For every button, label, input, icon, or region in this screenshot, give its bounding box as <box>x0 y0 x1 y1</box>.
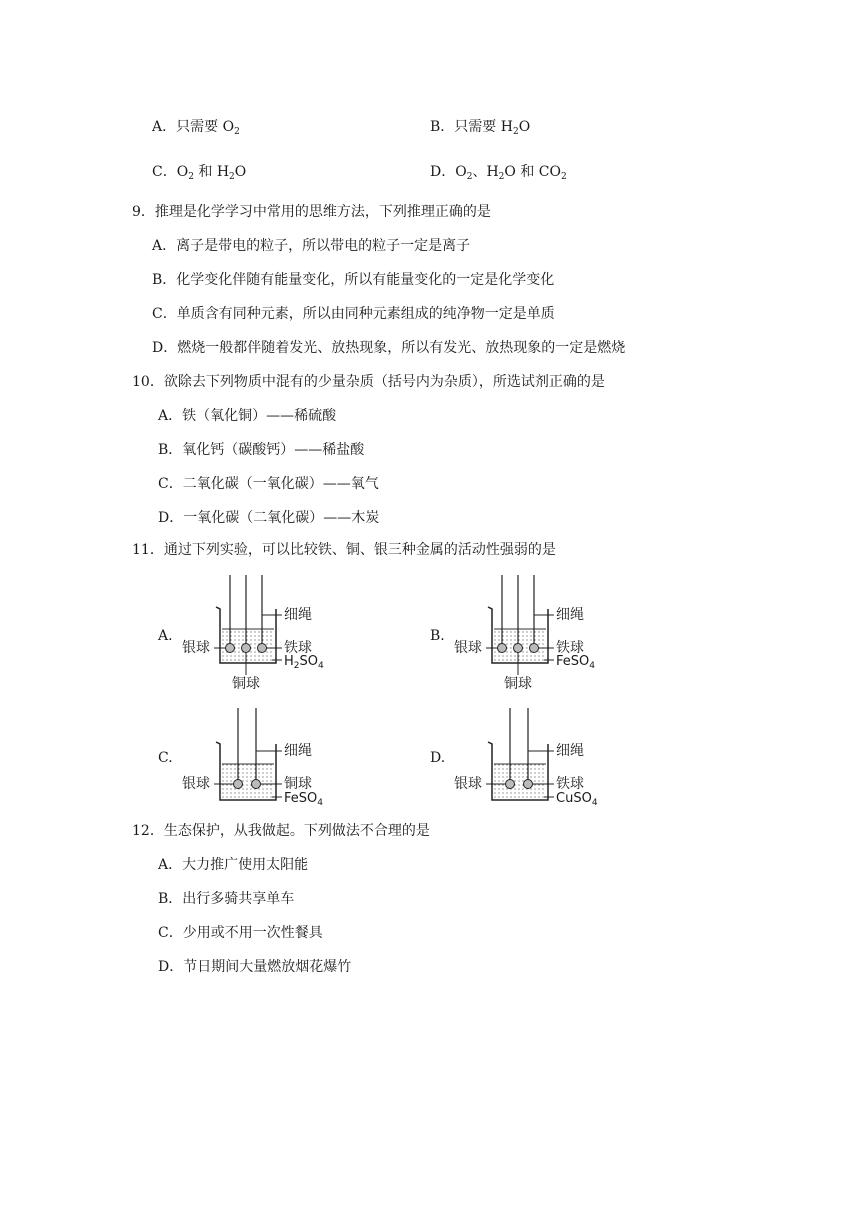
rope-label-b: 细绳 <box>556 607 584 623</box>
figure-a-option-label: A. <box>158 628 173 644</box>
rope-label-d: 细绳 <box>556 743 584 759</box>
q11-figure-d <box>430 708 630 812</box>
q10-option-d: D．一氧化碳（二氧化碳）——木炭 <box>158 510 380 526</box>
q11-figure-c <box>158 708 358 812</box>
q9-stem: 9．推理是化学学习中常用的思维方法，下列推理正确的是 <box>132 204 491 220</box>
silver-ball-label-b: 银球 <box>454 640 482 656</box>
q8-option-b-text: 只需要 H <box>454 119 513 135</box>
silver-ball-label-d: 银球 <box>454 776 482 792</box>
copper-ball-label-b: 铜球 <box>504 676 532 692</box>
solution-d-pre: CuSO <box>556 791 592 806</box>
solution-a-sub1: 2 <box>293 661 300 671</box>
q8-option-a <box>152 118 240 136</box>
solution-a-sub2: 4 <box>318 661 324 671</box>
q12-option-a: A．大力推广使用太阳能 <box>158 857 309 873</box>
q9-option-a: A．离子是带电的粒子，所以带电的粒子一定是离子 <box>152 238 471 254</box>
q8-option-d-p3: O 和 CO <box>504 164 561 180</box>
q10-option-a: A．铁（氧化铜）——稀硫酸 <box>158 408 337 424</box>
silver-ball-label-a: 银球 <box>182 640 210 656</box>
q8-option-b-label: B． <box>430 119 455 135</box>
iron-ball-label-a: 铁球 <box>284 640 312 656</box>
iron-ball-label-d: 铁球 <box>556 776 584 792</box>
solution-b-pre: FeSO <box>556 654 590 669</box>
q9-option-c: C．单质含有同种元素，所以由同种元素组成的纯净物一定是单质 <box>152 306 555 322</box>
copper-ball-label-a: 铜球 <box>232 676 260 692</box>
q11-figure-a <box>158 575 358 695</box>
q8-option-d-label: D． <box>430 164 456 180</box>
q8-option-d-s2: 2 <box>498 172 505 182</box>
q8-option-c-p3: O <box>234 164 247 180</box>
solution-a-pre: H <box>284 654 294 669</box>
q9-option-d: D．燃烧一般都伴随着发光、放热现象，所以有发光、放热现象的一定是燃烧 <box>152 340 626 356</box>
solution-label-a <box>284 653 324 671</box>
q8-option-c-p2: 和 H <box>193 164 230 180</box>
solution-label-c <box>284 790 323 808</box>
silver-ball-label-c: 银球 <box>182 776 210 792</box>
q8-option-a-sub: 2 <box>234 127 240 137</box>
q10-option-b: B．氧化钙（碳酸钙）——稀盐酸 <box>158 442 365 458</box>
q11-figure-b <box>430 575 630 695</box>
iron-ball-label-b: 铁球 <box>556 640 584 656</box>
beaker-two-balls-c <box>158 708 358 812</box>
q8-option-d-p2: 、H <box>472 164 499 180</box>
q8-option-d <box>430 163 567 181</box>
beaker-two-balls-d <box>430 708 630 812</box>
q8-option-c-s1: 2 <box>188 172 194 182</box>
q8-option-c-p1: O <box>176 164 189 180</box>
q8-option-c-label: C． <box>152 164 177 180</box>
q12-stem: 12．生态保护，从我做起。下列做法不合理的是 <box>132 823 430 839</box>
q8-option-d-s1: 2 <box>466 172 473 182</box>
q11-stem: 11．通过下列实验，可以比较铁、铜、银三种金属的活动性强弱的是 <box>132 542 556 558</box>
solution-label-d <box>556 790 598 808</box>
figure-b-option-label: B. <box>430 628 445 644</box>
q8-option-c-s2: 2 <box>229 172 235 182</box>
solution-d-sub2: 4 <box>591 798 598 808</box>
q12-option-d: D．节日期间大量燃放烟花爆竹 <box>158 959 352 975</box>
q8-option-a-label: A． <box>152 119 177 135</box>
q12-option-c: C．少用或不用一次性餐具 <box>158 925 323 941</box>
solution-c-sub2: 4 <box>317 798 323 808</box>
q9-option-b: B．化学变化伴随有能量变化，所以有能量变化的一定是化学变化 <box>152 272 555 288</box>
q8-option-d-s3: 2 <box>560 172 567 182</box>
q10-stem: 10．欲除去下列物质中混有的少量杂质（括号内为杂质），所选试剂正确的是 <box>132 374 605 390</box>
q8-option-b-sub: 2 <box>512 127 519 137</box>
rope-label-a: 细绳 <box>284 607 312 623</box>
q8-option-c <box>152 163 246 181</box>
q10-option-c: C．二氧化碳（一氧化碳）——氧气 <box>158 476 379 492</box>
q8-option-a-text: 只需要 O <box>176 119 235 135</box>
figure-d-option-label: D. <box>430 750 446 766</box>
copper-ball-label-c: 铜球 <box>284 776 312 792</box>
q12-option-b: B．出行多骑共享单车 <box>158 891 295 907</box>
solution-c-pre: FeSO <box>284 791 318 806</box>
solution-a-mid: SO <box>299 654 318 669</box>
q8-option-b <box>430 118 530 136</box>
rope-label-c: 细绳 <box>284 743 312 759</box>
figure-c-option-label: C. <box>158 750 173 766</box>
q8-option-b-post: O <box>518 119 531 135</box>
q8-option-d-p1: O <box>455 164 467 180</box>
solution-label-b <box>556 653 595 671</box>
solution-b-sub2: 4 <box>589 661 595 671</box>
